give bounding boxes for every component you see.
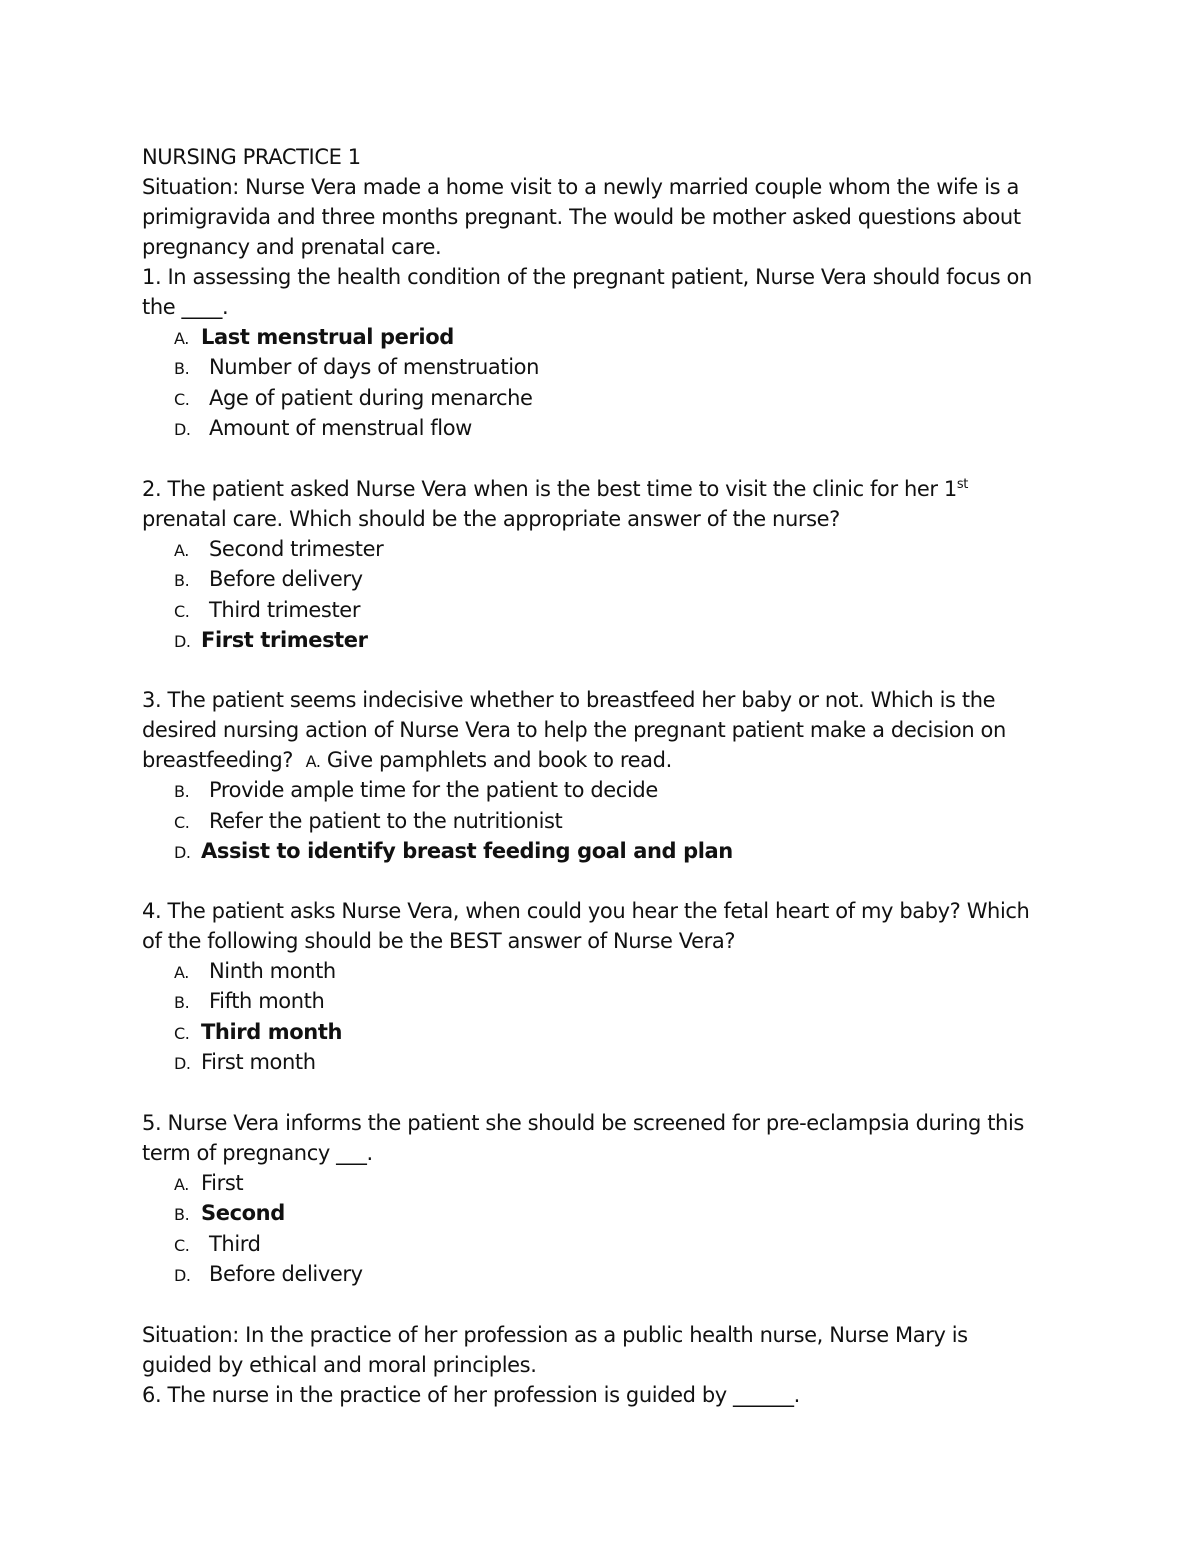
question-3-line-2: desired nursing action of Nurse Vera to help the pregnant patient make a decision on (142, 718, 1006, 742)
option-text: Third (209, 1232, 261, 1256)
option-letter: D. (174, 1054, 191, 1073)
option-letter: D. (174, 1266, 191, 1285)
option-text: Before delivery (209, 1262, 363, 1286)
option-text: Amount of menstrual flow (209, 416, 472, 440)
question-5-option-d (174, 1259, 363, 1291)
option-text: Refer the patient to the nutritionist (209, 809, 563, 833)
option-text: Give pamphlets and book to read. (326, 748, 672, 772)
question-2-option-b (174, 564, 363, 596)
question-1-option-d (174, 413, 472, 445)
option-text: Number of days of menstruation (209, 355, 540, 379)
option-letter: B. (174, 993, 190, 1012)
option-letter: C. (174, 1024, 190, 1043)
option-letter: B. (174, 571, 190, 590)
question-4-option-b (174, 986, 324, 1018)
question-3-line-3 (142, 745, 672, 777)
option-letter: C. (174, 602, 190, 621)
question-4-option-a (174, 956, 336, 988)
option-letter: A. (305, 752, 321, 771)
document-title: NURSING PRACTICE 1 (142, 145, 361, 169)
option-letter: C. (174, 813, 190, 832)
option-text-correct: First trimester (201, 628, 368, 652)
option-letter: D. (174, 632, 191, 651)
option-letter: D. (174, 420, 191, 439)
option-text: Age of patient during menarche (209, 386, 533, 410)
situation-2-line-1: Situation: In the practice of her profession as a public health nurse, Nurse Mary is (142, 1323, 968, 1347)
question-3-text: breastfeeding? (142, 748, 294, 772)
question-6-line-1: 6. The nurse in the practice of her profession is guided by ______. (142, 1383, 800, 1407)
option-letter: B. (174, 359, 190, 378)
question-1-option-a (174, 322, 454, 354)
question-5-line-1: 5. Nurse Vera informs the patient she should be screened for pre-eclampsia during this (142, 1111, 1024, 1135)
option-text: First month (201, 1050, 316, 1074)
question-4-option-d (174, 1047, 316, 1079)
question-3-option-b (174, 775, 658, 807)
option-letter: A. (174, 1175, 189, 1194)
question-3-line-1: 3. The patient seems indecisive whether to breastfeed her baby or not. Which is the (142, 688, 996, 712)
option-letter: A. (174, 541, 189, 560)
superscript: st (956, 477, 968, 492)
question-5-option-c (174, 1229, 261, 1261)
question-1-line-1: 1. In assessing the health condition of the pregnant patient, Nurse Vera should focus on (142, 265, 1032, 289)
question-1-option-c (174, 383, 533, 415)
option-letter: B. (174, 1205, 190, 1224)
situation-1-line-2: primigravida and three months pregnant. The would be mother asked questions about (142, 205, 1021, 229)
option-text-correct: Third month (201, 1020, 343, 1044)
question-2-option-c (174, 595, 360, 627)
question-2-text: 2. The patient asked Nurse Vera when is the best time to visit the clinic for her 1 (142, 477, 957, 501)
option-letter: A. (174, 329, 189, 348)
option-text: Ninth month (209, 959, 336, 983)
situation-1-line-3: pregnancy and prenatal care. (142, 235, 442, 259)
option-letter: A. (174, 963, 189, 982)
question-2-line-2: prenatal care. Which should be the appropriate answer of the nurse? (142, 507, 840, 531)
situation-1-line-1: Situation: Nurse Vera made a home visit to a newly married couple whom the wife is a (142, 175, 1019, 199)
question-5-option-b (174, 1198, 285, 1230)
question-5-option-a (174, 1168, 243, 1200)
question-2-option-a (174, 534, 383, 566)
option-letter: D. (174, 843, 191, 862)
question-5-line-2: term of pregnancy ___. (142, 1141, 373, 1165)
option-text-correct: Assist to identify breast feeding goal and plan (201, 839, 733, 863)
question-1-line-2: the ____. (142, 295, 229, 319)
question-4-line-1: 4. The patient asks Nurse Vera, when could you hear the fetal heart of my baby? Which (142, 899, 1030, 923)
option-text-correct: Second (201, 1201, 285, 1225)
option-letter: C. (174, 390, 190, 409)
option-letter: B. (174, 782, 190, 801)
situation-2-line-2: guided by ethical and moral principles. (142, 1353, 537, 1377)
question-4-option-c (174, 1017, 342, 1049)
question-2-line-1 (142, 474, 968, 504)
option-text: Fifth month (209, 989, 325, 1013)
option-text-correct: Last menstrual period (201, 325, 454, 349)
option-letter: C. (174, 1236, 190, 1255)
question-3-option-c (174, 806, 562, 838)
question-3-option-d (174, 836, 733, 868)
option-text: Second trimester (209, 537, 384, 561)
question-4-line-2: of the following should be the BEST answer of Nurse Vera? (142, 929, 736, 953)
option-text: Before delivery (209, 567, 363, 591)
option-text: Third trimester (209, 598, 361, 622)
question-1-option-b (174, 352, 539, 384)
option-text: Provide ample time for the patient to decide (209, 778, 658, 802)
question-2-option-d (174, 625, 368, 657)
option-text: First (201, 1171, 244, 1195)
